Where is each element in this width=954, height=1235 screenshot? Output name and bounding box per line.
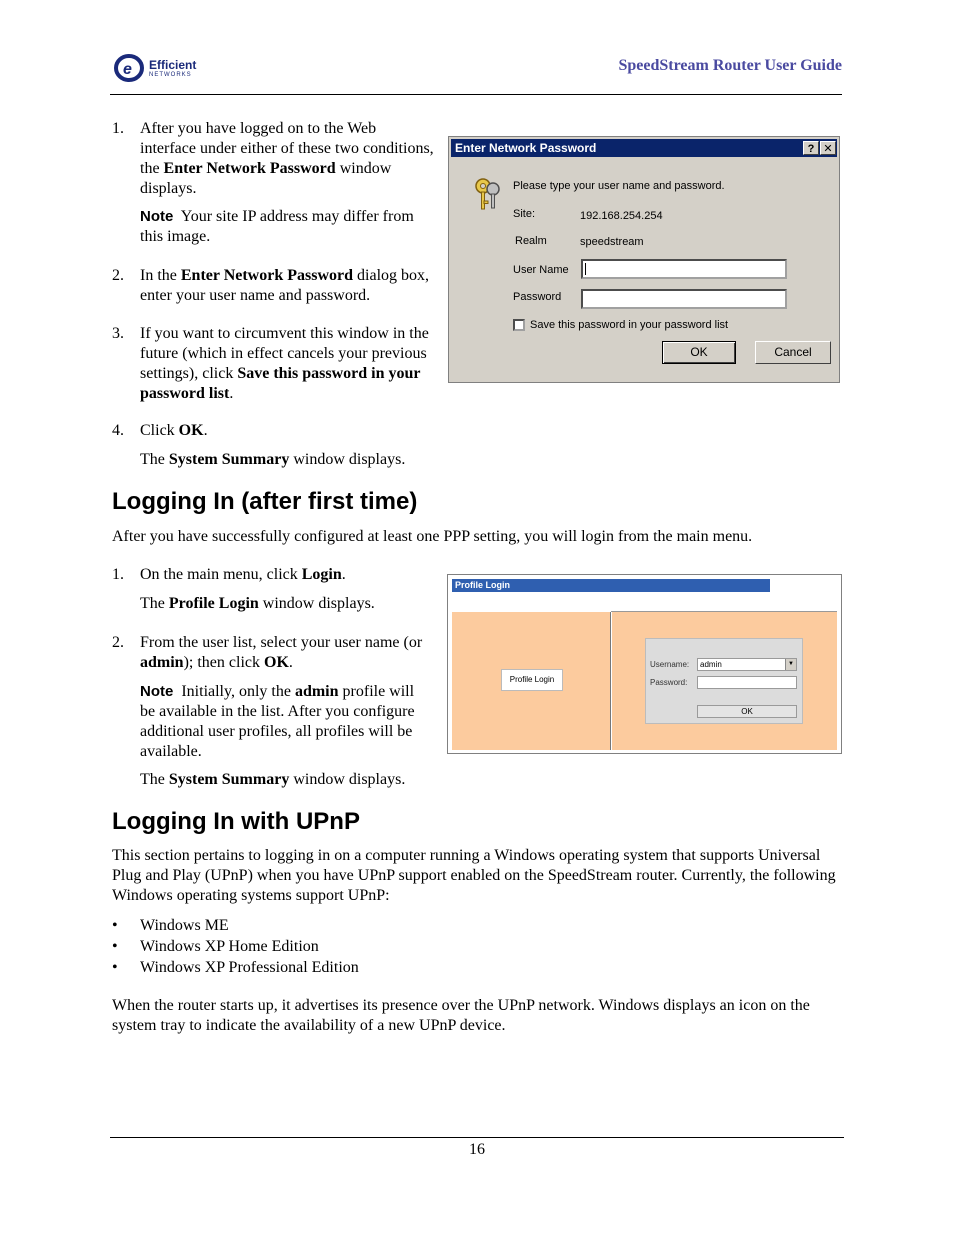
profile-login-displays: The Profile Login window displays. <box>140 595 375 612</box>
realm-value: speedstream <box>580 236 644 248</box>
cancel-button[interactable]: Cancel <box>755 341 831 364</box>
note-2 <box>140 682 420 762</box>
bullet-windows-xp-pro: Windows XP Professional Edition <box>140 959 359 976</box>
password-label-small: Password: <box>650 678 688 687</box>
section-heading-after-first-time: Logging In (after first time) <box>112 488 418 515</box>
s2-step-2-number: 2. <box>112 634 124 651</box>
password-label: Password <box>513 291 562 303</box>
dialog-titlebar <box>451 139 837 157</box>
step-3-text: If you want to circumvent this window in the future (which in effect cancels your previous settings), click Save this password in your password list. <box>140 325 429 402</box>
panel-divider <box>610 612 611 750</box>
user-name-input[interactable] <box>581 259 787 279</box>
site-value: 192.168.254.254 <box>580 210 663 222</box>
section3-closing: When the router starts up, it advertises its presence over the UPnP network. Windows displays an icon on the system tray to indicate the availability of a new UPnP device. <box>112 997 810 1034</box>
save-password-label: Save this password in your password list <box>530 319 729 331</box>
close-button[interactable]: ✕ <box>820 141 836 155</box>
section-heading-upnp: Logging In with UPnP <box>112 808 360 835</box>
profile-login-button[interactable]: Profile Login <box>501 669 563 691</box>
password-input[interactable] <box>581 289 787 309</box>
note-1 <box>140 207 436 247</box>
step-2-number: 2. <box>112 267 124 284</box>
svg-text:e: e <box>123 61 132 78</box>
keys-icon <box>473 177 503 211</box>
logo-sub: NETWORKS <box>149 72 192 78</box>
system-summary-1: The System Summary window displays. <box>140 451 406 468</box>
ok-button[interactable]: OK <box>662 341 736 364</box>
step-4-number: 4. <box>112 422 124 439</box>
efficient-logo-icon <box>114 52 148 82</box>
site-label: Site: <box>513 208 536 220</box>
password-input-small[interactable] <box>697 676 797 689</box>
header-rule <box>110 94 842 95</box>
help-button[interactable]: ? <box>803 141 819 155</box>
guide-title: SpeedStream Router User Guide <box>618 57 842 74</box>
step-1-text: After you have logged on to the Web interface under either of these two conditions, the Enter Network Password window displays. <box>140 120 434 197</box>
profile-login-title: Profile Login <box>452 579 770 592</box>
note-2-text: Initially, only the admin profile will be available in the list. After you configure additional user profiles, all profiles will be available. <box>140 683 415 760</box>
profile-list-panel <box>452 612 610 750</box>
bullet-dot: • <box>112 959 118 976</box>
page-number: 16 <box>469 1141 485 1158</box>
enter-network-password-dialog <box>448 136 840 383</box>
realm-label: Realm <box>515 235 547 247</box>
footer-rule <box>110 1137 844 1138</box>
dialog-title: Enter Network Password <box>455 141 597 155</box>
system-summary-2: The System Summary window displays. <box>140 771 406 788</box>
bullet-windows-me: Windows ME <box>140 917 229 934</box>
username-select[interactable] <box>697 658 797 671</box>
username-label: Username: <box>650 660 690 669</box>
dialog-prompt: Please type your user name and password. <box>513 180 725 192</box>
step-1-number: 1. <box>112 120 124 137</box>
bullet-dot: • <box>112 917 118 934</box>
chevron-down-icon: ▼ <box>785 659 796 670</box>
step-4-text: Click OK. <box>140 422 208 439</box>
section3-intro: This section pertains to logging in on a computer running a Windows operating system that supports Universal Plug and Play (UPnP) when you have UPnP support enabled on the SpeedStream router. Currently, the following Windows operating systems support UPnP: <box>112 847 836 904</box>
note-2-label: Note <box>140 683 174 700</box>
step-3-number: 3. <box>112 325 124 342</box>
bullet-windows-xp-home: Windows XP Home Edition <box>140 938 319 955</box>
username-select-value: admin <box>700 660 722 669</box>
bullet-dot: • <box>112 938 118 955</box>
note-1-label: Note <box>140 208 174 225</box>
logo <box>114 52 214 84</box>
section2-intro: After you have successfully configured at least one PPP setting, you will login from the main menu. <box>112 528 753 545</box>
user-name-label: User Name <box>513 264 569 276</box>
s2-step-1-number: 1. <box>112 566 124 583</box>
profile-login-window <box>447 574 842 754</box>
save-password-checkbox[interactable] <box>513 319 525 331</box>
step-2-text: In the Enter Network Password dialog box, enter your user name and password. <box>140 267 430 304</box>
logo-word: Efficient <box>149 58 197 72</box>
profile-form <box>645 638 803 724</box>
s2-step-1-text: On the main menu, click Login. <box>140 566 346 583</box>
s2-step-2-text: From the user list, select your user name (or admin); then click OK. <box>140 634 423 671</box>
note-1-text: Your site IP address may differ from this image. <box>140 208 414 245</box>
profile-ok-button[interactable]: OK <box>697 705 797 718</box>
